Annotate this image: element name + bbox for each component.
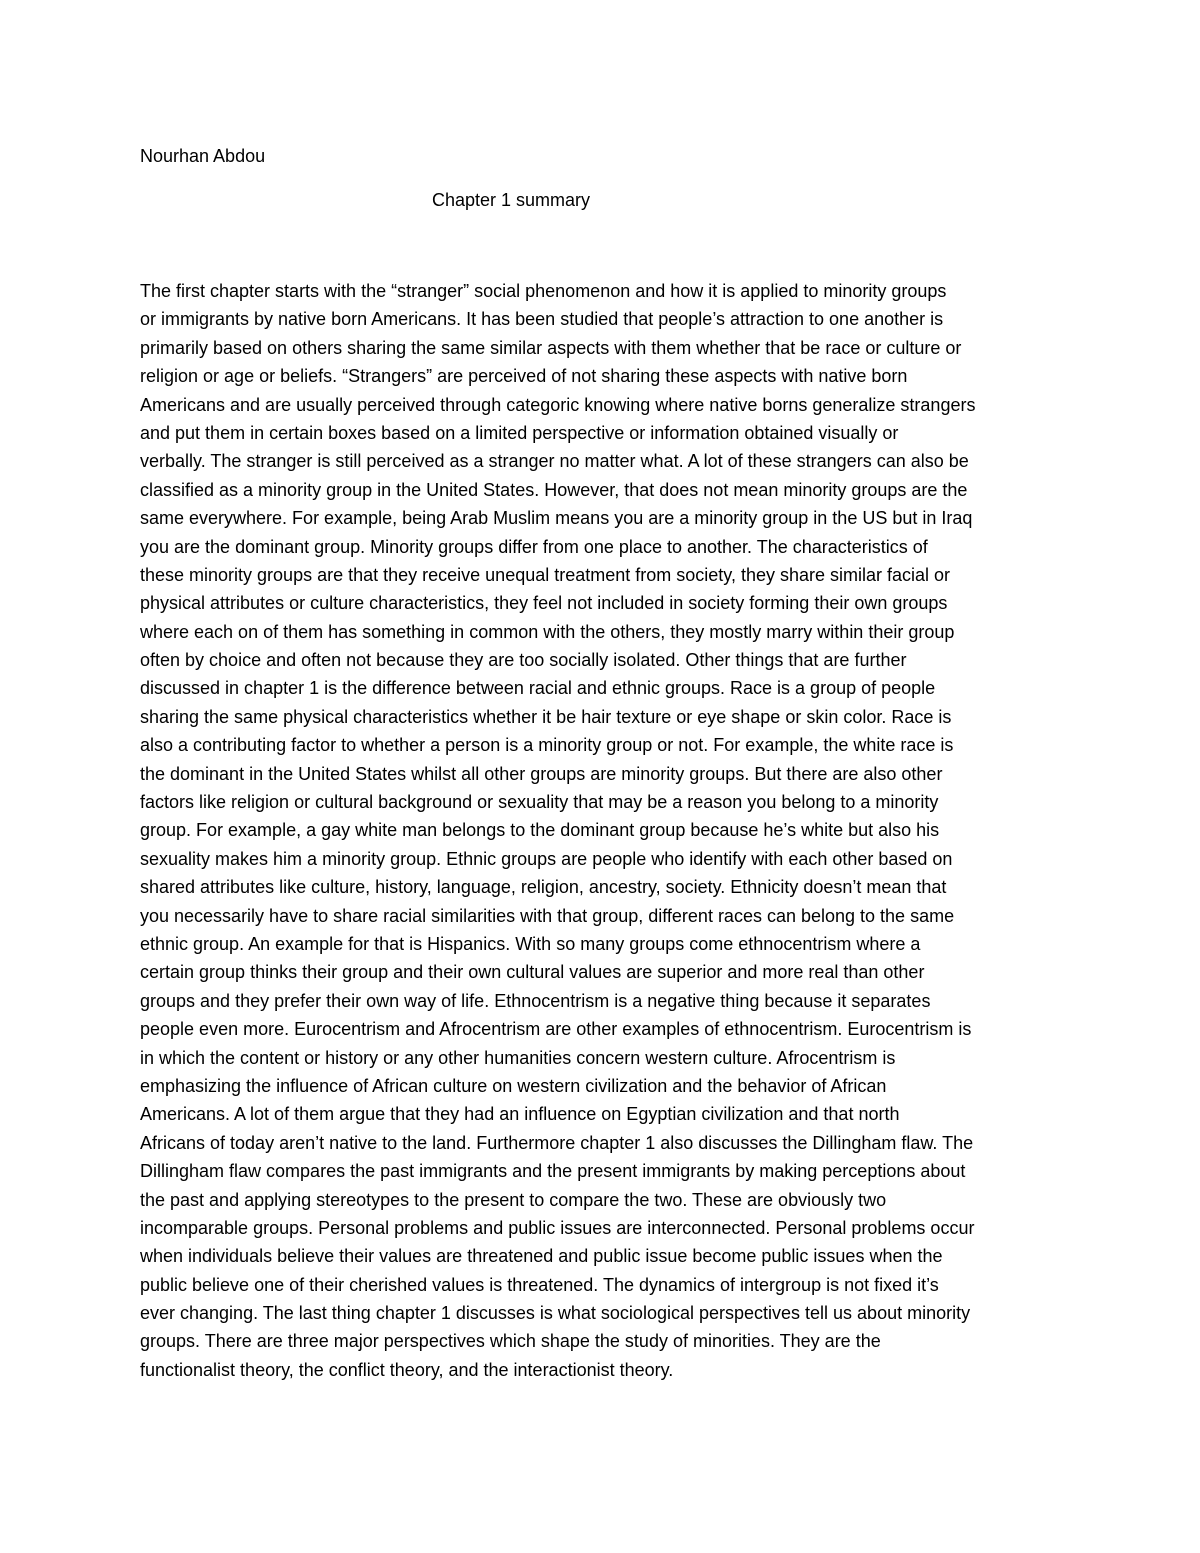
body-line: you are the dominant group. Minority groups differ from one place to another. The characteristics of [140,536,928,557]
body-line: Dillingham flaw compares the past immigrants and the present immigrants by making perceptions about [140,1161,966,1182]
body-line: incomparable groups. Personal problems and public issues are interconnected. Personal problems occur [140,1217,975,1238]
body-line: Americans. A lot of them argue that they had an influence on Egyptian civilization and that north [140,1104,900,1125]
body-line: in which the content or history or any other humanities concern western culture. Afrocentrism is [140,1047,896,1068]
body-line: certain group thinks their group and their own cultural values are superior and more real than other [140,962,925,983]
author-name: Nourhan Abdou [140,146,266,166]
body-line: ethnic group. An example for that is Hispanics. With so many groups come ethnocentrism where a [140,933,921,954]
body-line: groups. There are three major perspectives which shape the study of minorities. They are the [140,1331,881,1352]
body-line: public believe one of their cherished values is threatened. The dynamics of intergroup is not fixed it’s [140,1274,939,1295]
body-line: same everywhere. For example, being Arab Muslim means you are a minority group in the US but in Iraq [140,508,973,529]
body-line: where each on of them has something in common with the others, they mostly marry within their group [140,621,955,642]
body-line: sharing the same physical characteristics whether it be hair texture or eye shape or skin color. Race is [140,706,952,727]
body-line: verbally. The stranger is still perceived as a stranger no matter what. A lot of these strangers can also be [140,451,969,472]
body-line: group. For example, a gay white man belongs to the dominant group because he’s white but also his [140,820,940,841]
body-line: religion or age or beliefs. “Strangers” are perceived of not sharing these aspects with native born [140,366,908,387]
body-line: people even more. Eurocentrism and Afrocentrism are other examples of ethnocentrism. Eurocentrism is [140,1019,972,1040]
body-line: The first chapter starts with the “stranger” social phenomenon and how it is applied to minority groups [140,281,947,301]
body-line: primarily based on others sharing the same similar aspects with them whether that be race or culture or [140,337,962,358]
body-line: and put them in certain boxes based on a limited perspective or information obtained visually or [140,422,899,443]
body-line: also a contributing factor to whether a person is a minority group or not. For example, the white race is [140,735,954,756]
body-line: discussed in chapter 1 is the difference between racial and ethnic groups. Race is a group of people [140,678,936,699]
body-line: when individuals believe their values are threatened and public issue become public issues when the [140,1246,943,1267]
body-line: functionalist theory, the conflict theory, and the interactionist theory. [140,1359,674,1380]
body-line: groups and they prefer their own way of life. Ethnocentrism is a negative thing because it separates [140,990,931,1011]
body-line: you necessarily have to share racial similarities with that group, different races can belong to the same [140,905,955,926]
body-line: the past and applying stereotypes to the present to compare the two. These are obviously two [140,1189,887,1210]
body-line: Americans and are usually perceived through categoric knowing where native borns generalize strangers [140,394,976,415]
body-line: or immigrants by native born Americans. It has been studied that people’s attraction to one another is [140,309,944,330]
body-line: factors like religion or cultural background or sexuality that may be a reason you belong to a minority [140,792,939,813]
body-paragraph [140,277,1060,1384]
body-line: shared attributes like culture, history, language, religion, ancestry, society. Ethnicity doesn’t mean that [140,877,947,898]
body-line: Africans of today aren’t native to the land. Furthermore chapter 1 also discusses the Dillingham flaw. The [140,1132,974,1153]
document-title: Chapter 1 summary [432,190,591,210]
body-line: the dominant in the United States whilst all other groups are minority groups. But there are also other [140,763,943,784]
body-line: physical attributes or culture characteristics, they feel not included in society forming their own groups [140,593,948,614]
body-line: sexuality makes him a minority group. Ethnic groups are people who identify with each other based on [140,848,953,869]
body-line: these minority groups are that they receive unequal treatment from society, they share similar facial or [140,564,951,585]
body-line: emphasizing the influence of African culture on western civilization and the behavior of African [140,1075,887,1096]
body-line: often by choice and often not because they are too socially isolated. Other things that are further [140,650,907,671]
body-line: ever changing. The last thing chapter 1 discusses is what sociological perspectives tell us about minority [140,1303,971,1324]
body-line: classified as a minority group in the United States. However, that does not mean minority groups are the [140,479,968,500]
